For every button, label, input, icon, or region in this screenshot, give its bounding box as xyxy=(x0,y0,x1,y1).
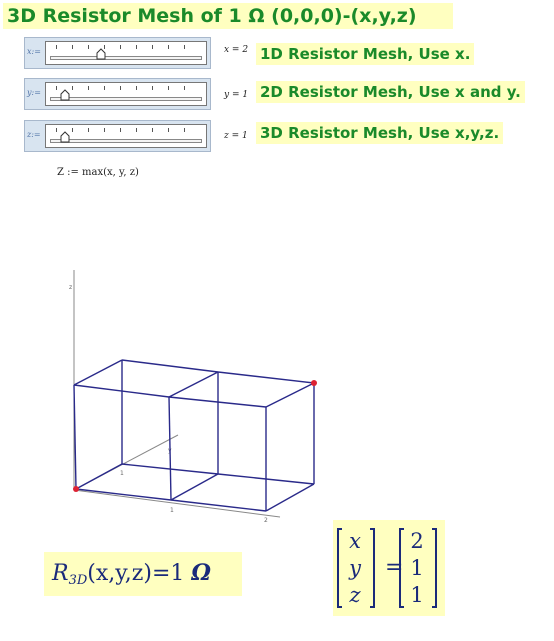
slider-x-frame[interactable] xyxy=(45,41,207,65)
value-x: x = 2 xyxy=(224,45,249,55)
slider-y-track[interactable] xyxy=(50,97,202,101)
left-bracket-l xyxy=(337,528,342,608)
y-tick-1: 1 xyxy=(120,470,124,477)
slider-z-frame[interactable] xyxy=(45,124,207,148)
slider-y-label: y:= xyxy=(27,88,41,97)
slider-x-label: x:= xyxy=(27,47,41,56)
left-bracket-r xyxy=(370,528,375,608)
matrix-box xyxy=(333,520,445,616)
matrix-left-2: z xyxy=(349,583,361,607)
slider-y[interactable] xyxy=(24,78,211,110)
slider-z-track[interactable] xyxy=(50,139,202,143)
right-bracket-l xyxy=(399,528,404,608)
slider-z[interactable] xyxy=(24,120,211,152)
matrix-right-1: 1 xyxy=(410,556,424,580)
value-y: y = 1 xyxy=(224,90,249,100)
mesh-edges xyxy=(74,360,314,511)
mesh-label-2d: 2D Resistor Mesh, Use x and y. xyxy=(256,81,525,103)
matrix-left-1: y xyxy=(349,556,361,580)
x-tick-1: 1 xyxy=(170,507,174,514)
x-tick-2: 2 xyxy=(264,517,268,524)
result-expression: $R_{3D}(x,y,z)=1$ Ω xyxy=(52,560,211,588)
mesh-label-3d: 3D Resistor Mesh, Use x,y,z. xyxy=(256,122,503,144)
slider-z-label: z:= xyxy=(27,130,41,139)
slider-x-track[interactable] xyxy=(50,56,202,60)
matrix-equals: = xyxy=(385,555,404,580)
slider-y-frame[interactable] xyxy=(45,82,207,106)
mesh-label-1d: 1D Resistor Mesh, Use x. xyxy=(256,43,474,65)
matrix-right-2: 1 xyxy=(410,583,424,607)
x-axis xyxy=(74,490,280,517)
endpoint-origin xyxy=(73,486,79,492)
value-z: z = 1 xyxy=(224,131,248,141)
slider-y-thumb-icon[interactable] xyxy=(60,89,70,101)
matrix-right-0: 2 xyxy=(410,529,424,553)
z-axis-label: z xyxy=(69,284,73,291)
page-title: 3D Resistor Mesh of 1 Ω (0,0,0)-(x,y,z) xyxy=(3,3,453,29)
y-axis-label: y xyxy=(168,447,172,454)
endpoint-target xyxy=(311,380,317,386)
slider-x[interactable] xyxy=(24,37,211,69)
slider-z-thumb-icon[interactable] xyxy=(60,131,70,143)
matrix-left-0: x xyxy=(349,529,361,553)
mesh-3d-plot[interactable] xyxy=(0,250,554,530)
result-box xyxy=(44,552,242,596)
slider-x-thumb-icon[interactable] xyxy=(96,48,106,60)
right-bracket-r xyxy=(432,528,437,608)
z-definition: Z := max(x, y, z) xyxy=(57,167,139,178)
